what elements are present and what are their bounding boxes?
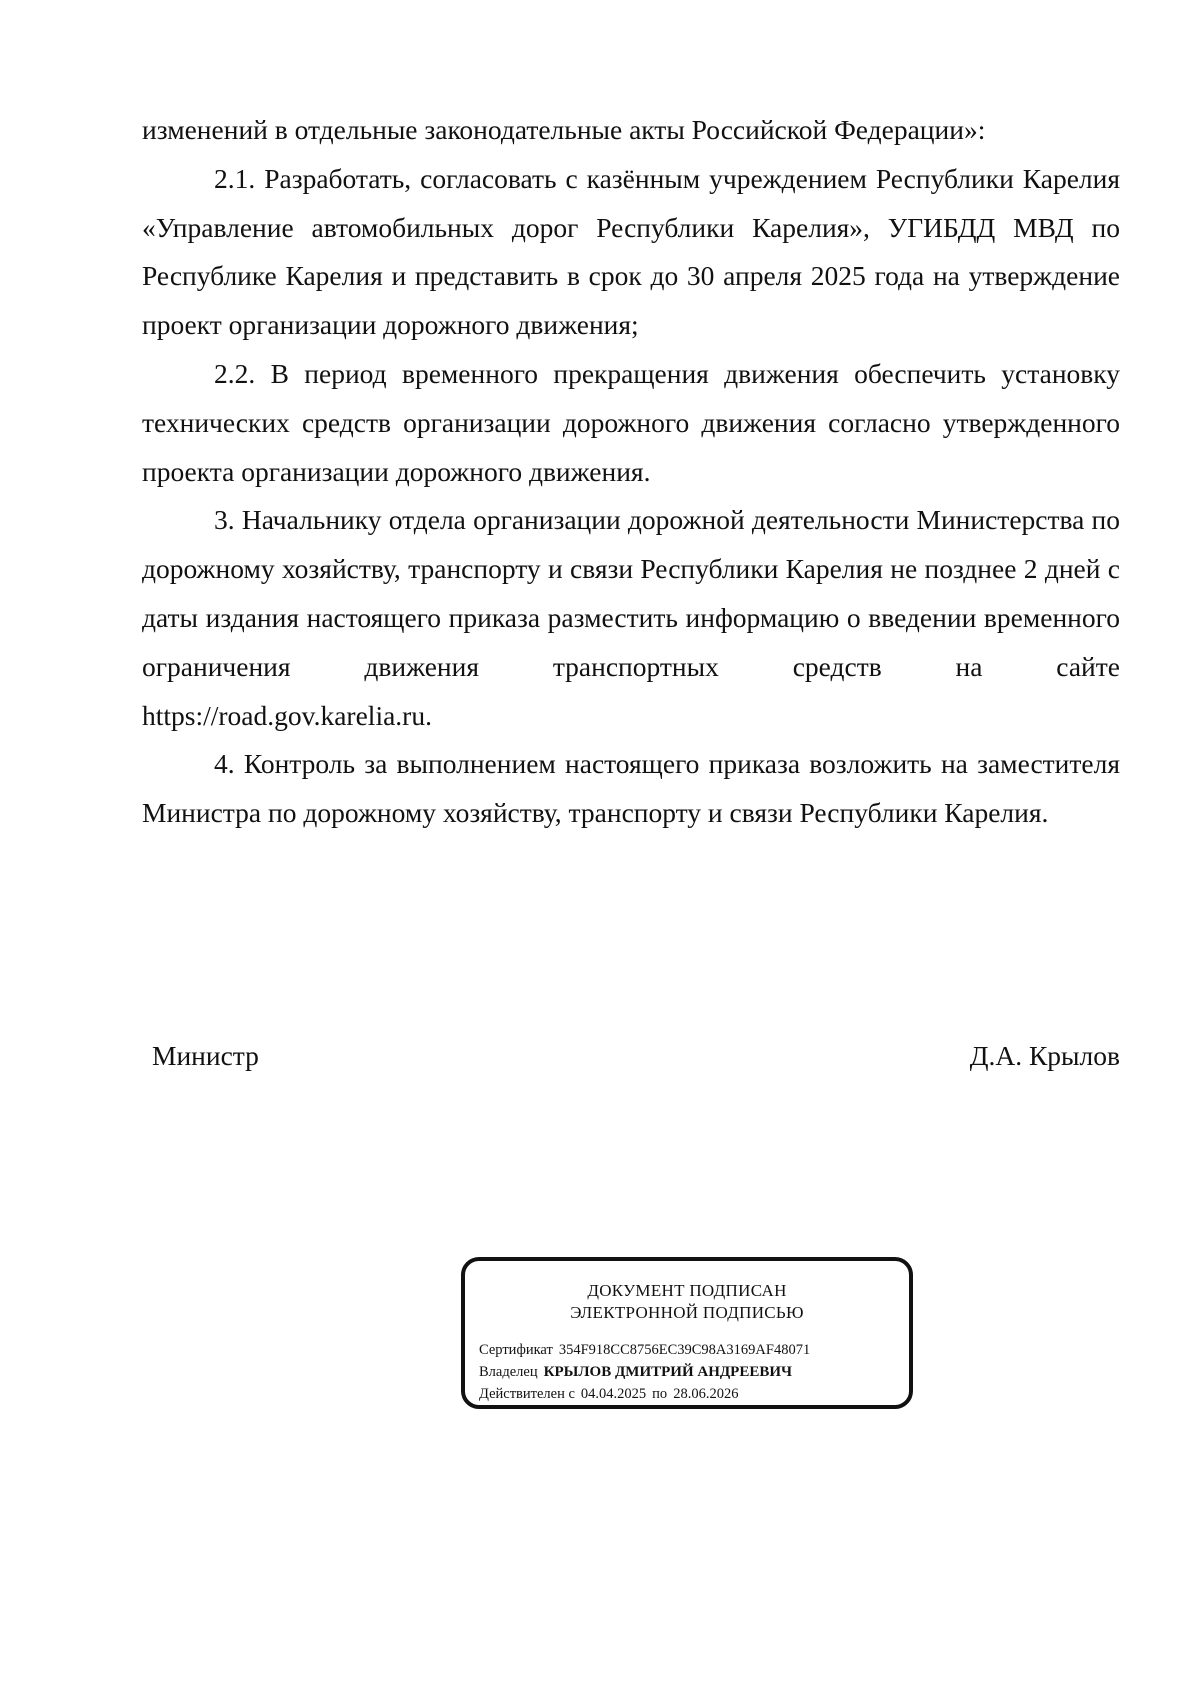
document-body: [142, 106, 1120, 838]
electronic-signature-stamp: [461, 1257, 913, 1409]
signer-name: Д.А. Крылов: [969, 1040, 1120, 1071]
owner-value: КРЫЛОВ ДМИТРИЙ АНДРЕЕВИЧ: [543, 1364, 793, 1380]
stamp-owner: [479, 1362, 792, 1382]
valid-label: Действителен с: [479, 1386, 575, 1402]
paragraph-4: 4. Контроль за выполнением настоящего приказа возложить на заместителя Министра по дорожному хозяйству, транспорту и связи Республики Карелия.: [142, 748, 1120, 829]
stamp-validity: [479, 1384, 738, 1404]
signer-position: Министр: [152, 1040, 259, 1071]
stamp-title-line-2: ЭЛЕКТРОННОЙ ПОДПИСЬЮ: [570, 1303, 804, 1322]
stamp-title-line-1: ДОКУМЕНТ ПОДПИСАН: [587, 1281, 787, 1300]
paragraph-continuation: изменений в отдельные законодательные акты Российской Федерации»:: [142, 114, 986, 145]
valid-to-label: по: [652, 1386, 668, 1402]
website-link[interactable]: https://road.gov.karelia.ru.: [142, 699, 432, 731]
owner-label: Владелец: [479, 1364, 538, 1380]
paragraph-2-2: 2.2. В период временного прекращения движения обеспечить установку технических средств организации дорожного движения согласно утвержденного проекта организации дорожного движения.: [142, 357, 1120, 487]
certificate-label: Сертификат: [479, 1342, 553, 1358]
certificate-value: 354F918CC8756EC39C98A3169AF48071: [558, 1342, 811, 1358]
stamp-certificate: [479, 1340, 810, 1360]
valid-from: 04.04.2025: [580, 1386, 647, 1402]
paragraph-3: 3. Начальнику отдела организации дорожной деятельности Министерства по дорожному хозяйству, транспорту и связи Республики Карелия не позднее 2 дней с даты издания настоящего приказа разместить информацию о введении временного ограничения движения транспортных средств на сайте: [142, 504, 1120, 682]
valid-to: 28.06.2026: [673, 1386, 739, 1402]
paragraph-2-1: 2.1. Разработать, согласовать с казённым учреждением Республики Карелия «Управление автомобильных дорог Республики Карелия», УГИБДД МВД по Республике Карелия и представить в срок до 30 апреля 2025 года на утверждение проект организации дорожного движения;: [142, 162, 1120, 341]
